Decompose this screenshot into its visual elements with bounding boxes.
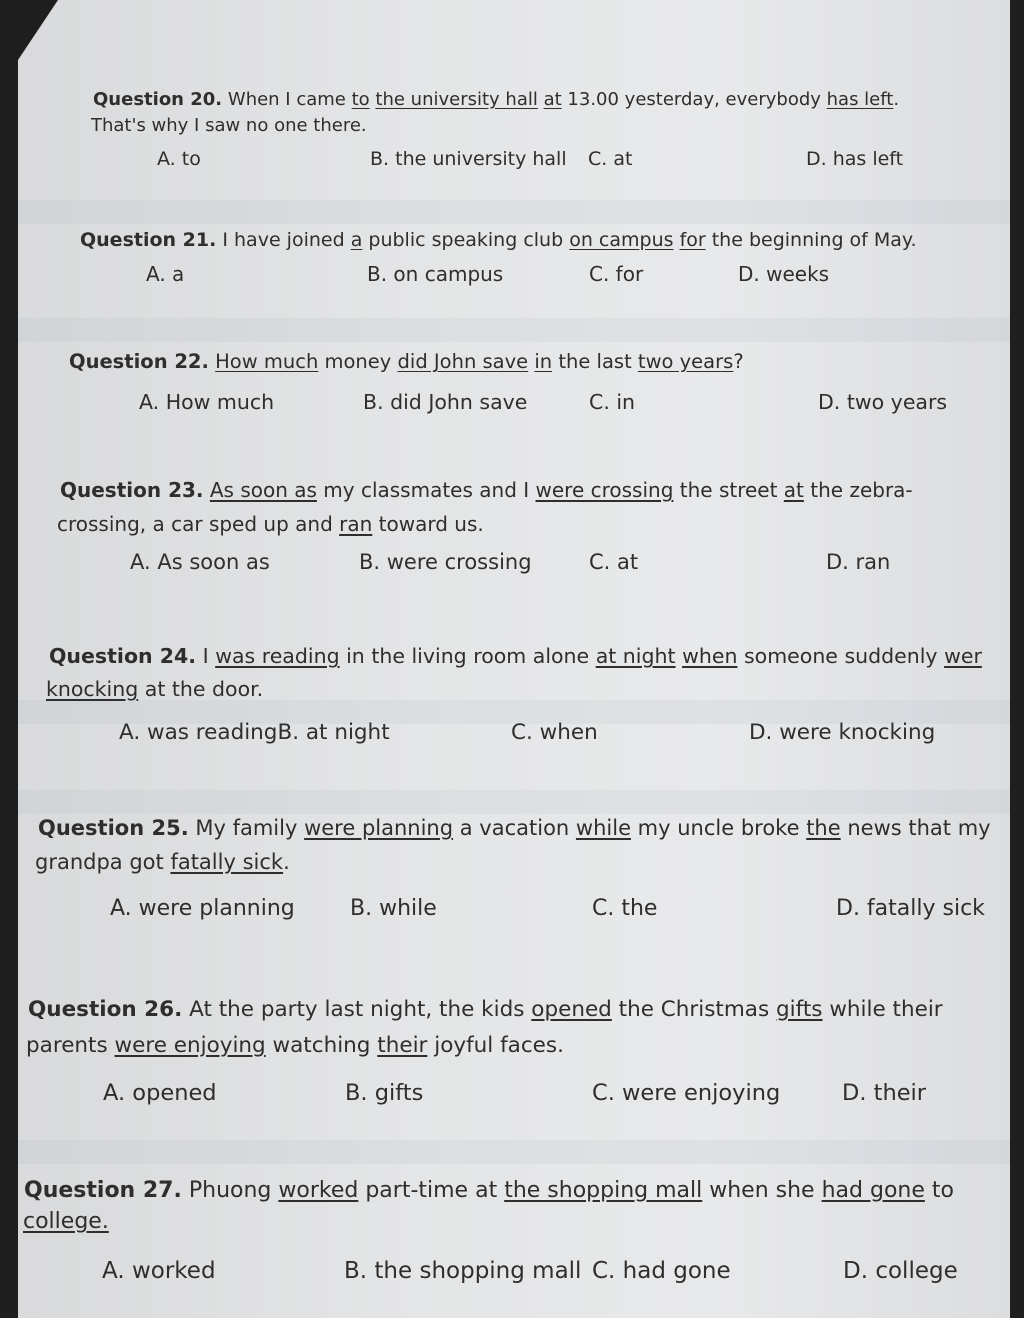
- answer-option: B. were crossing: [359, 550, 532, 574]
- stem-text: my classmates and I: [316, 478, 536, 502]
- underlined-phrase: had gone: [821, 1178, 925, 1203]
- underlined-phrase: were crossing: [535, 478, 674, 502]
- stem-text: the beginning of May.: [705, 229, 917, 251]
- question-label: Question 27.: [24, 1178, 182, 1203]
- answer-option: C. had gone: [592, 1258, 731, 1284]
- answer-option: A. How much: [139, 390, 275, 414]
- underlined-phrase: How much: [215, 350, 319, 373]
- question-label: Question 21.: [80, 229, 217, 251]
- underlined-phrase: did John save: [397, 350, 529, 373]
- underlined-phrase: opened: [531, 997, 612, 1022]
- stem-text: public speaking club: [362, 229, 570, 251]
- answer-option: B. gifts: [345, 1080, 424, 1106]
- underlined-phrase: at: [783, 478, 804, 502]
- stem-text: ?: [733, 350, 744, 373]
- stem-text: That's why I saw no one there.: [91, 115, 367, 136]
- underlined-phrase: a: [350, 229, 363, 251]
- stem-text: when she: [702, 1178, 822, 1203]
- underlined-phrase: the: [806, 816, 841, 840]
- question-stem: [38, 812, 991, 844]
- answer-option: C. were enjoying: [592, 1080, 781, 1106]
- underlined-phrase: two years: [637, 350, 734, 373]
- answer-option: D. college: [843, 1258, 958, 1284]
- underlined-phrase: fatally sick: [170, 850, 284, 874]
- stem-text: I have joined: [222, 229, 351, 251]
- answer-option: C. in: [589, 390, 636, 414]
- underlined-phrase: worked: [278, 1178, 359, 1203]
- answer-option: C. at: [589, 550, 639, 574]
- question-stem: [49, 640, 982, 672]
- underlined-phrase: gifts: [776, 997, 823, 1022]
- question-stem-continued: [91, 110, 367, 142]
- answer-option: C. for: [589, 262, 644, 286]
- stem-text: the zebra-: [803, 478, 913, 502]
- answer-option: A. were planning: [110, 896, 295, 921]
- bleed-through: [18, 200, 1010, 224]
- underlined-phrase: was reading: [215, 644, 340, 668]
- stem-text: my uncle broke: [631, 816, 807, 840]
- underlined-phrase: has left: [826, 89, 894, 110]
- stem-text: news that my: [840, 816, 991, 840]
- underlined-phrase: wer: [944, 644, 982, 668]
- underlined-phrase: on campus: [569, 229, 674, 251]
- underlined-phrase: college.: [23, 1209, 109, 1234]
- underlined-phrase: the shopping mall: [504, 1178, 703, 1203]
- underlined-phrase: for: [679, 229, 706, 251]
- underlined-phrase: while: [575, 816, 631, 840]
- answer-option: D. ran: [826, 550, 891, 574]
- question-label: Question 20.: [93, 89, 223, 110]
- underlined-phrase: were planning: [304, 816, 454, 840]
- stem-text: I: [202, 644, 216, 668]
- underlined-phrase: at: [543, 89, 562, 110]
- stem-text: at the door.: [138, 677, 264, 701]
- question-stem: [60, 474, 913, 506]
- answer-option: D. their: [842, 1080, 927, 1106]
- answer-option: A. opened: [103, 1080, 217, 1106]
- stem-text: grandpa got: [35, 850, 171, 874]
- stem-text: while their: [822, 997, 943, 1022]
- stem-text: watching: [265, 1033, 378, 1058]
- underlined-phrase: were enjoying: [114, 1033, 266, 1058]
- answer-option: A. a: [146, 262, 185, 286]
- underlined-phrase: As soon as: [209, 478, 317, 502]
- underlined-phrase: their: [377, 1033, 428, 1058]
- bleed-through: [18, 318, 1010, 342]
- stem-text: the last: [552, 350, 638, 373]
- question-label: Question 22.: [69, 350, 209, 373]
- underlined-phrase: in: [534, 350, 553, 373]
- stem-text: in the living room alone: [339, 644, 596, 668]
- underlined-phrase: the university hall: [375, 89, 538, 110]
- answer-option: C. when: [511, 720, 598, 745]
- question-stem: [69, 346, 744, 378]
- stem-text: to: [924, 1178, 954, 1203]
- question-label: Question 24.: [49, 644, 197, 668]
- question-stem-continued: [46, 673, 263, 705]
- stem-text: .: [893, 89, 900, 110]
- bleed-through: [18, 1140, 1010, 1164]
- question-stem: [24, 1175, 954, 1207]
- question-stem-continued: [35, 846, 290, 878]
- answer-option: B. on campus: [367, 262, 504, 286]
- question-stem-continued: [26, 1030, 564, 1062]
- stem-text: .: [283, 850, 290, 874]
- underlined-phrase: ran: [339, 512, 373, 536]
- question-stem-continued: [57, 508, 484, 540]
- stem-text: someone suddenly: [737, 644, 945, 668]
- question-stem-continued: [23, 1206, 109, 1238]
- answer-option: C. the: [592, 896, 658, 921]
- stem-text: Phuong: [188, 1178, 279, 1203]
- answer-option: A. to: [157, 148, 201, 170]
- answer-option: C. at: [588, 148, 633, 170]
- stem-text: 13.00 yesterday, everybody: [561, 89, 827, 110]
- stem-text: At the party last night, the kids: [189, 997, 532, 1022]
- answer-option: A. was readingB. at night: [119, 720, 390, 745]
- answer-option: D. were knocking: [749, 720, 936, 745]
- underlined-phrase: to: [351, 89, 370, 110]
- stem-text: crossing, a car sped up and: [57, 512, 340, 536]
- answer-option: A. worked: [102, 1258, 216, 1284]
- question-stem: [80, 224, 917, 256]
- page-fold-corner: [18, 0, 58, 60]
- question-label: Question 23.: [60, 478, 204, 502]
- stem-text: When I came: [227, 89, 352, 110]
- stem-text: part-time at: [358, 1178, 505, 1203]
- stem-text: a vacation: [453, 816, 576, 840]
- answer-option: B. the shopping mall: [344, 1258, 582, 1284]
- answer-option: D. fatally sick: [836, 896, 985, 921]
- answer-option: B. did John save: [363, 390, 528, 414]
- answer-option: D. weeks: [738, 262, 830, 286]
- answer-option: D. has left: [806, 148, 904, 170]
- question-label: Question 25.: [38, 816, 189, 840]
- answer-option: D. two years: [818, 390, 948, 414]
- underlined-phrase: knocking: [46, 677, 139, 701]
- stem-text: joyful faces.: [427, 1033, 564, 1058]
- underlined-phrase: at night: [595, 644, 676, 668]
- stem-text: money: [318, 350, 398, 373]
- stem-text: parents: [26, 1033, 115, 1058]
- question-label: Question 26.: [28, 997, 183, 1022]
- stem-text: the street: [673, 478, 784, 502]
- answer-option: A. As soon as: [130, 550, 270, 574]
- answer-option: B. while: [350, 896, 437, 921]
- underlined-phrase: when: [682, 644, 738, 668]
- answer-option: B. the university hall: [370, 148, 567, 170]
- bleed-through: [18, 790, 1010, 814]
- stem-text: the Christmas: [611, 997, 777, 1022]
- stem-text: My family: [195, 816, 305, 840]
- question-stem: [28, 994, 943, 1026]
- stem-text: toward us.: [372, 512, 484, 536]
